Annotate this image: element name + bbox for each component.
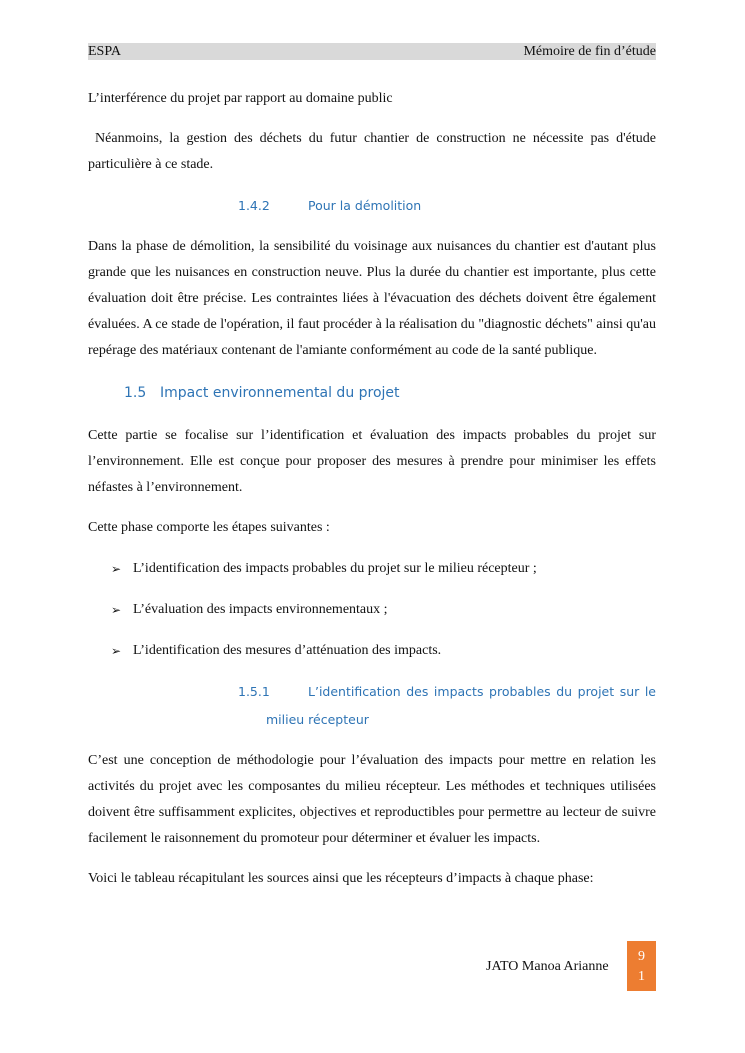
page-body: [88, 86, 660, 892]
page-number-badge: [627, 941, 656, 991]
steps-list: [88, 556, 656, 664]
page-header: [88, 43, 656, 60]
arrow-bullet-icon: ➢: [111, 603, 122, 617]
arrow-bullet-icon: ➢: [111, 644, 122, 658]
list-item: ➢ L’identification des impacts probables du projet sur le milieu récepteur ;: [88, 556, 656, 582]
paragraph-methodologie: C’est une conception de méthodologie pour l’évaluation des impacts pour mettre en relation les activités du projet avec les composantes du milieu récepteur. Les méthodes et techniques utilisées doivent être suffisamment explicites, objectives et reproductibles pour permettre au lecteur de suivre facilement le raisonnement du promoteur pour déterminer et évaluer les impacts.: [88, 753, 656, 846]
heading-number: 1.4.2: [238, 198, 270, 213]
footer-author: JATO Manoa Arianne: [486, 959, 609, 974]
header-document-title: Mémoire de fin d’étude: [523, 44, 656, 59]
page-number-digit: 1: [638, 969, 645, 984]
arrow-bullet-icon: ➢: [111, 562, 122, 576]
heading-title: milieu récepteur: [266, 712, 369, 727]
list-item: ➢ L’identification des mesures d’atténuation des impacts.: [88, 638, 656, 664]
heading-title: Impact environnemental du projet: [160, 385, 400, 401]
heading-1-4-2: [88, 193, 656, 219]
paragraph-tableau-intro: Voici le tableau récapitulant les sources ainsi que les récepteurs d’impacts à chaque phase:: [88, 871, 594, 886]
paragraph-etapes: Cette phase comporte les étapes suivantes :: [88, 520, 330, 535]
heading-title: L’identification des impacts probables du projet sur le: [308, 684, 656, 699]
heading-1-5-1: [88, 679, 656, 705]
paragraph-gestion-dechets: Néanmoins, la gestion des déchets du futur chantier de construction ne nécessite pas d'étude particulière à ce stade.: [88, 131, 660, 172]
heading-title: Pour la démolition: [308, 198, 422, 213]
header-school: ESPA: [88, 44, 121, 59]
list-item: ➢ L’évaluation des impacts environnementaux ;: [88, 597, 656, 623]
paragraph-demolition: Dans la phase de démolition, la sensibilité du voisinage aux nuisances du chantier est d'autant plus grande que les nuisances en construction neuve. Plus la durée du chantier est importante, plus cette évaluation doit être précise. Les contraintes liées à l'évacuation des déchets doivent être également évaluées. A ce stade de l'opération, il faut procéder à la réalisation du "diagnostic déchets" ainsi qu'au repérage des matériaux contenant de l'amiante conformément au code de la santé publique.: [88, 239, 656, 358]
paragraph-impact-intro: Cette partie se focalise sur l’identification et évaluation des impacts probables du projet sur l’environnement. Elle est conçue pour proposer des mesures à prendre pour minimiser les effets néfastes à l’environnement.: [88, 428, 656, 495]
paragraph-domaine-public: L’interférence du projet par rapport au domaine public: [88, 91, 393, 106]
page-number-digit: 9: [638, 949, 645, 964]
heading-1-5: [88, 380, 656, 406]
heading-1-5-1-continued: [88, 707, 656, 733]
heading-number: 1.5: [124, 385, 147, 401]
heading-number: 1.5.1: [238, 684, 270, 699]
